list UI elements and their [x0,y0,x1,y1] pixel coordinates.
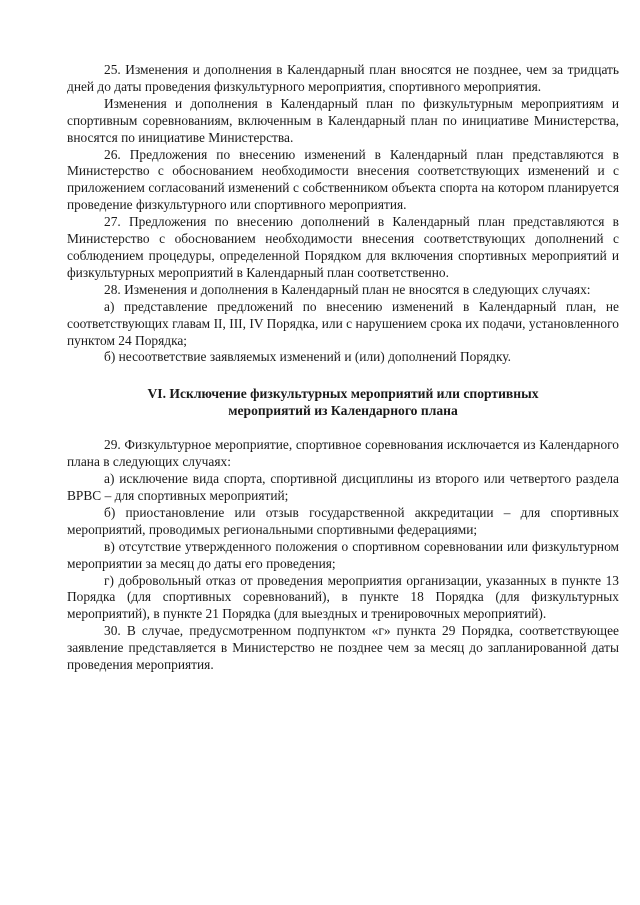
paragraph-28-item-b: б) несоответствие заявляемых изменений и (или) дополнений Порядку. [104,349,512,365]
paragraph-29-item-v: в) отсутствие утвержденного положения о спортивном соревновании или физкультурном мероприятии за месяц до даты его проведения; [67,538,619,571]
paragraph-26: 26. Предложения по внесению изменений в Календарный план представляются в Министерство с обоснованием необходимости внесения соответствующих изменений и с приложением согласований изменений с собственником объекта спорта на котором планируется проведение физкультурного или спортивного мероприятия. [67,146,619,213]
section-heading-line-1: VI. Исключение физкультурных мероприятий или спортивных [147,386,539,402]
paragraph-25-continued: Изменения и дополнения в Календарный план по физкультурным мероприятиям и спортивным соревнованиям, включенным в Календарный план по инициативе Министерства, вносятся по инициативе Министерства. [67,95,619,145]
paragraph-28-item-a: а) представление предложений по внесению изменений в Календарный план, не соответствующих главам II, III, IV Порядка, или с нарушением срока их подачи, установленного пунктом 24 Порядка; [67,298,619,348]
paragraph-30: 30. В случае, предусмотренном подпунктом «г» пункта 29 Порядка, соответствующее заявление представляется в Министерство не позднее чем за месяц до запланированной даты проведения мероприятия. [67,623,619,673]
paragraph-29-item-b: б) приостановление или отзыв государственной аккредитации – для спортивных мероприятий, проводимых региональными спортивными федерациями; [67,504,619,537]
paragraph-29-item-a: а) исключение вида спорта, спортивной дисциплины из второго или четвертого раздела ВРВС – для спортивных мероприятий; [67,471,619,504]
paragraph-29: 29. Физкультурное мероприятие, спортивное соревнования исключается из Календарного плана в следующих случаях: [67,437,619,470]
paragraph-28: 28. Изменения и дополнения в Календарный план не вносятся в следующих случаях: [104,281,591,297]
paragraph-25: 25. Изменения и дополнения в Календарный план вносятся не позднее, чем за тридцать дней до даты проведения физкультурного мероприятия, спортивного мероприятия. [67,62,619,94]
section-heading-line-2: мероприятий из Календарного плана [228,403,458,419]
paragraph-27: 27. Предложения по внесению дополнений в Календарный план представляются в Министерство с обоснованием необходимости внесения соответствующих дополнений с соблюдением процедуры, определенной Порядком для включения спортивных мероприятий и физкультурных мероприятий в Календарный план соответственно. [67,214,619,280]
document-body [67,62,619,674]
section-heading [67,385,619,419]
paragraph-29-item-g: г) добровольный отказ от проведения мероприятия организации, указанных в пункте 13 Порядка (для спортивных соревнований), в пункте 18 Порядка (для физкультурных мероприятий), в пункте 21 Порядка (для выездных и тренировочных мероприятий). [67,572,619,622]
